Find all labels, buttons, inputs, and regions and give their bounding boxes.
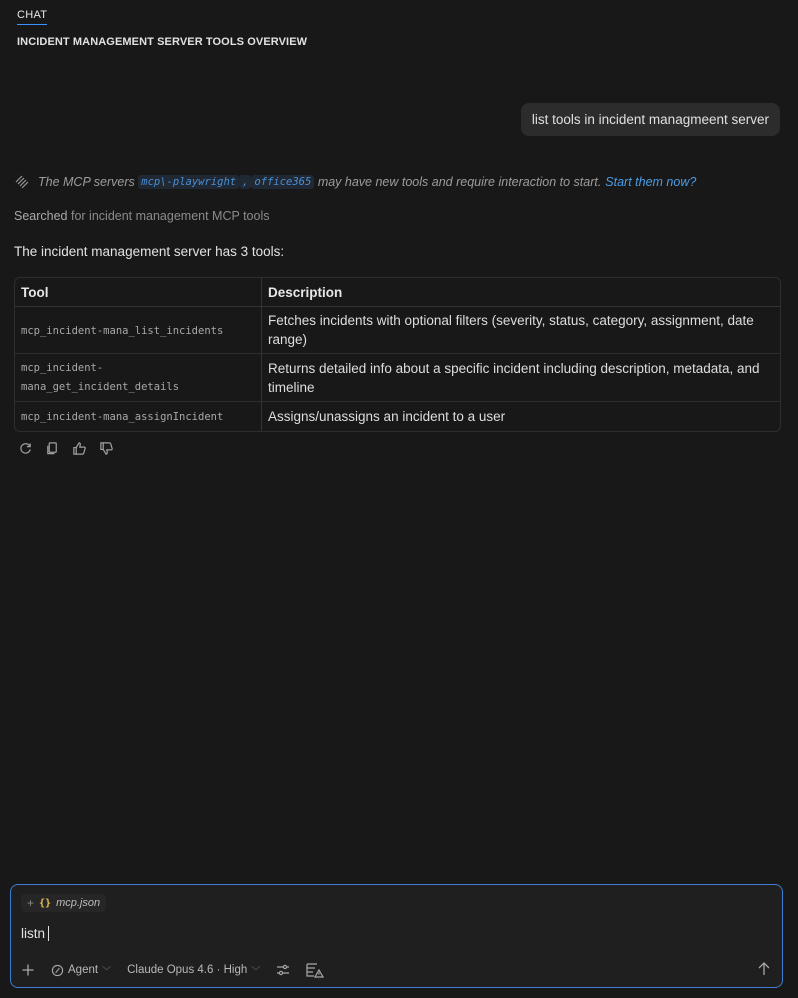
tool-description: Assigns/unassigns an incident to a user [268,409,506,424]
chevron-down-icon: ﹀ [102,965,112,976]
model-selector[interactable] [127,964,260,977]
plus-icon [21,963,35,977]
searched-object: for incident management MCP tools [71,209,270,223]
conversation-title: INCIDENT MANAGEMENT SERVER TOOLS OVERVIEW [17,36,308,48]
chat-input-value: listn [21,926,46,941]
mcp-notice-text-after: may have new tools and require interaction to start. [317,175,602,189]
sliders-icon [276,963,290,977]
tool-name-line-1: mcp_incident- [21,361,104,374]
tools-table [14,277,781,432]
tool-name-line-2: mana_get_incident_details [21,380,180,393]
model-label: Claude Opus 4.6 · High [127,964,248,976]
braces-icon: {} [39,897,52,909]
mcp-icon [14,174,30,190]
start-servers-link[interactable]: Start them now? [605,175,697,189]
mode-selector[interactable] [51,964,111,977]
send-icon[interactable] [756,961,772,977]
tool-name: mcp_incident-mana_assignIncident [21,411,224,423]
tool-description: Fetches incidents with optional filters (severity, status, category, assignment, date range) [262,307,780,354]
tab-chat[interactable]: CHAT [17,9,47,25]
thumbs-up-icon[interactable] [72,441,87,456]
chat-input-field[interactable] [21,926,49,941]
configure-tools-button[interactable] [276,963,290,977]
mcp-notice [14,174,696,190]
retry-icon[interactable] [18,441,33,456]
attachment-chip[interactable] [21,894,106,912]
chevron-down-icon: ﹀ [251,965,261,976]
table-header-row [15,278,780,307]
mode-label: Agent [68,964,99,976]
tool-name [21,359,255,397]
searched-status[interactable] [14,209,269,223]
table-row [15,307,780,354]
add-context-icon[interactable]: + [27,896,35,910]
tools-warning-button[interactable] [306,962,324,978]
tool-name: mcp_incident-mana_list_incidents [21,324,224,337]
mcp-notice-text-before: The MCP servers [38,175,135,189]
chat-input-box[interactable] [10,884,783,988]
attachment-label: mcp.json [56,897,101,909]
text-caret [48,926,49,941]
table-header-tool: Tool [15,278,262,307]
copy-icon[interactable] [45,441,60,456]
mcp-server-office365: office365 [251,175,314,189]
table-header-description: Description [262,278,780,307]
table-row [15,354,780,402]
searched-verb: Searched [14,209,68,223]
response-actions [18,441,114,456]
response-intro: The incident management server has 3 tools: [14,244,285,259]
tools-warning-icon [306,962,324,978]
thumbs-down-icon[interactable] [99,441,114,456]
attach-button[interactable] [21,963,35,977]
table-row [15,402,780,431]
mcp-server-separator: , [239,175,251,189]
user-message-bubble: list tools in incident managmeent server [521,103,780,136]
input-toolbar [21,961,772,979]
mcp-server-playwright: mcp\-playwright [138,175,239,189]
agent-icon [51,964,64,977]
chat-tab-row [17,6,47,25]
tool-description: Returns detailed info about a specific incident including description, metadata, and timeline [262,354,780,402]
